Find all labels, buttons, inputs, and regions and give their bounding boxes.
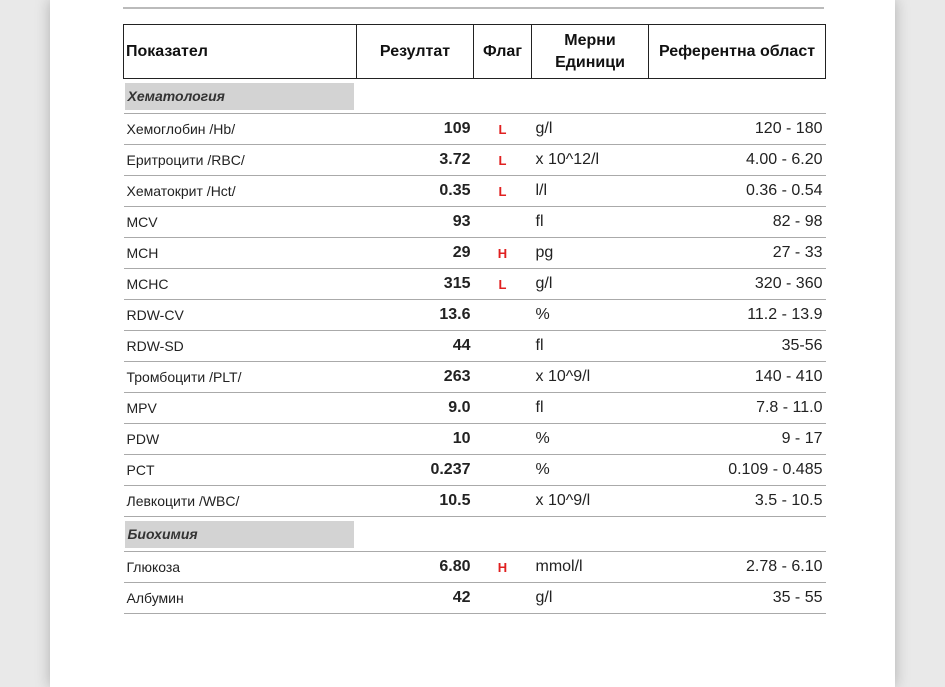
test-ref-range: 82 - 98 bbox=[649, 207, 826, 238]
test-name: MCV bbox=[124, 207, 357, 238]
table-row bbox=[124, 583, 826, 614]
section-row bbox=[124, 79, 826, 114]
test-flag bbox=[474, 362, 532, 393]
test-unit: % bbox=[532, 300, 649, 331]
test-result: 0.237 bbox=[357, 455, 474, 486]
test-ref-range: 27 - 33 bbox=[649, 238, 826, 269]
test-name: Хемоглобин /Hb/ bbox=[124, 114, 357, 145]
test-flag: H bbox=[474, 238, 532, 269]
test-name: MPV bbox=[124, 393, 357, 424]
test-ref-range: 9 - 17 bbox=[649, 424, 826, 455]
test-ref-range: 11.2 - 13.9 bbox=[649, 300, 826, 331]
test-result: 9.0 bbox=[357, 393, 474, 424]
test-result: 3.72 bbox=[357, 145, 474, 176]
test-unit: x 10^12/l bbox=[532, 145, 649, 176]
section-row bbox=[124, 517, 826, 552]
table-row bbox=[124, 145, 826, 176]
test-flag bbox=[474, 455, 532, 486]
test-result: 13.6 bbox=[357, 300, 474, 331]
test-unit: x 10^9/l bbox=[532, 486, 649, 517]
test-ref-range: 4.00 - 6.20 bbox=[649, 145, 826, 176]
test-result: 10.5 bbox=[357, 486, 474, 517]
table-row bbox=[124, 362, 826, 393]
test-flag bbox=[474, 424, 532, 455]
header-ref: Референтна област bbox=[649, 25, 826, 79]
test-unit: x 10^9/l bbox=[532, 362, 649, 393]
test-unit: g/l bbox=[532, 583, 649, 614]
table-row bbox=[124, 176, 826, 207]
test-result: 0.35 bbox=[357, 176, 474, 207]
test-name: RDW-SD bbox=[124, 331, 357, 362]
test-flag bbox=[474, 486, 532, 517]
table-row bbox=[124, 331, 826, 362]
test-flag bbox=[474, 300, 532, 331]
test-ref-range: 0.109 - 0.485 bbox=[649, 455, 826, 486]
test-unit: % bbox=[532, 424, 649, 455]
test-ref-range: 320 - 360 bbox=[649, 269, 826, 300]
header-flag: Флаг bbox=[474, 25, 532, 79]
test-name: RDW-CV bbox=[124, 300, 357, 331]
test-name: Албумин bbox=[124, 583, 357, 614]
test-result: 315 bbox=[357, 269, 474, 300]
test-name: MCH bbox=[124, 238, 357, 269]
test-ref-range: 7.8 - 11.0 bbox=[649, 393, 826, 424]
test-ref-range: 3.5 - 10.5 bbox=[649, 486, 826, 517]
table-row bbox=[124, 393, 826, 424]
test-result: 29 bbox=[357, 238, 474, 269]
divider bbox=[123, 7, 824, 9]
test-name: PDW bbox=[124, 424, 357, 455]
test-ref-range: 35 - 55 bbox=[649, 583, 826, 614]
test-flag bbox=[474, 331, 532, 362]
section-title: Хематология bbox=[125, 83, 354, 110]
test-ref-range: 120 - 180 bbox=[649, 114, 826, 145]
test-result: 93 bbox=[357, 207, 474, 238]
test-name: Хематокрит /Hct/ bbox=[124, 176, 357, 207]
section-title: Биохимия bbox=[125, 521, 354, 548]
test-name: MCHC bbox=[124, 269, 357, 300]
test-ref-range: 140 - 410 bbox=[649, 362, 826, 393]
table-row bbox=[124, 455, 826, 486]
test-unit: g/l bbox=[532, 269, 649, 300]
test-flag bbox=[474, 393, 532, 424]
test-unit: fl bbox=[532, 207, 649, 238]
test-name: Левкоцити /WBC/ bbox=[124, 486, 357, 517]
test-result: 6.80 bbox=[357, 552, 474, 583]
test-unit: pg bbox=[532, 238, 649, 269]
test-flag: L bbox=[474, 176, 532, 207]
test-flag: L bbox=[474, 145, 532, 176]
test-result: 42 bbox=[357, 583, 474, 614]
test-ref-range: 0.36 - 0.54 bbox=[649, 176, 826, 207]
test-result: 109 bbox=[357, 114, 474, 145]
test-flag bbox=[474, 207, 532, 238]
table-row bbox=[124, 269, 826, 300]
test-unit: l/l bbox=[532, 176, 649, 207]
header-name: Показател bbox=[124, 25, 357, 79]
test-flag bbox=[474, 583, 532, 614]
results-table bbox=[123, 24, 826, 614]
table-row bbox=[124, 300, 826, 331]
test-result: 10 bbox=[357, 424, 474, 455]
table-row bbox=[124, 424, 826, 455]
test-name: PCT bbox=[124, 455, 357, 486]
test-flag: L bbox=[474, 114, 532, 145]
test-flag: H bbox=[474, 552, 532, 583]
test-result: 44 bbox=[357, 331, 474, 362]
report-page bbox=[50, 0, 895, 687]
test-unit: mmol/l bbox=[532, 552, 649, 583]
test-unit: fl bbox=[532, 393, 649, 424]
test-name: Еритроцити /RBC/ bbox=[124, 145, 357, 176]
test-unit: % bbox=[532, 455, 649, 486]
test-result: 263 bbox=[357, 362, 474, 393]
test-ref-range: 35-56 bbox=[649, 331, 826, 362]
test-unit: g/l bbox=[532, 114, 649, 145]
test-flag: L bbox=[474, 269, 532, 300]
header-result: Резултат bbox=[357, 25, 474, 79]
header-units: Мерни Единици bbox=[532, 25, 649, 79]
table-row bbox=[124, 207, 826, 238]
test-name: Тромбоцити /PLT/ bbox=[124, 362, 357, 393]
table-header bbox=[124, 25, 826, 79]
table-row bbox=[124, 114, 826, 145]
table-row bbox=[124, 552, 826, 583]
test-ref-range: 2.78 - 6.10 bbox=[649, 552, 826, 583]
test-unit: fl bbox=[532, 331, 649, 362]
table-row bbox=[124, 486, 826, 517]
table-row bbox=[124, 238, 826, 269]
test-name: Глюкоза bbox=[124, 552, 357, 583]
